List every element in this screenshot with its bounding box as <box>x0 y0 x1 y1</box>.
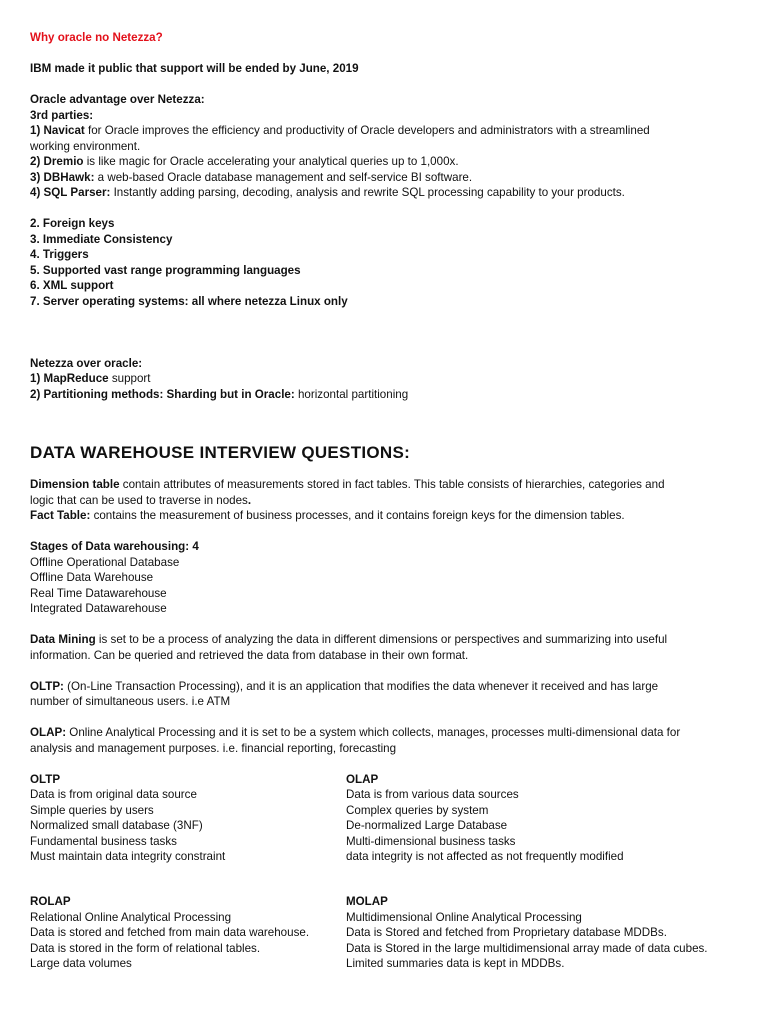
list-item: Multi-dimensional business tasks <box>346 834 516 848</box>
oltp-def: OLTP: (On-Line Transaction Processing), and it is an application that modifies the data whenever it received and has large <box>30 679 659 693</box>
list-item: 3) DBHawk: a web-based Oracle database management and self-service BI software. <box>30 170 473 184</box>
list-item: 2) Partitioning methods: Sharding but in Oracle: horizontal partitioning <box>30 387 409 401</box>
list-item: Offline Data Warehouse <box>30 571 154 584</box>
list-item: Integrated Datawarehouse <box>30 602 167 615</box>
list-item: Offline Operational Database <box>30 555 180 569</box>
rolap-column <box>30 894 346 972</box>
list-item: data integrity is not affected as not frequently modified <box>346 850 624 863</box>
column-heading: MOLAP <box>346 895 388 908</box>
list-item: 7. Server operating systems: all where netezza Linux only <box>30 294 348 308</box>
column-heading: OLAP <box>346 772 379 786</box>
oltp-olap-comparison <box>30 772 742 865</box>
list-item: 4. Triggers <box>30 248 89 261</box>
list-item: 2. Foreign keys <box>30 217 115 230</box>
list-item: Large data volumes <box>30 957 132 970</box>
list-item: 5. Supported vast range programming languages <box>30 263 301 277</box>
list-item: Fundamental business tasks <box>30 834 177 848</box>
list-item: Data is from original data source <box>30 788 197 801</box>
section-heading: DATA WAREHOUSE INTERVIEW QUESTIONS: <box>30 443 411 462</box>
oltp-def-cont: number of simultaneous users. i.e ATM <box>30 695 231 708</box>
list-item: 4) SQL Parser: Instantly adding parsing, decoding, analysis and rewrite SQL processing capability to your products. <box>30 186 625 199</box>
list-item-continuation: working environment. <box>30 139 141 153</box>
list-item: Data is Stored and fetched from Proprietary database MDDBs. <box>346 926 667 939</box>
list-item: 6. XML support <box>30 279 114 292</box>
olap-column <box>346 772 742 865</box>
list-item: Simple queries by users <box>30 803 154 817</box>
oltp-column <box>30 772 346 865</box>
olap-def: OLAP: Online Analytical Processing and it is set to be a system which collects, manages, processes multi-dimensional data for <box>30 726 681 739</box>
column-heading: ROLAP <box>30 895 71 908</box>
molap-column <box>346 894 742 972</box>
list-item: De-normalized Large Database <box>346 819 508 832</box>
list-item: Relational Online Analytical Processing <box>30 910 232 924</box>
list-item: Data is Stored in the large multidimensional array made of data cubes. <box>346 941 708 955</box>
olap-def-cont: analysis and management purposes. i.e. financial reporting, forecasting <box>30 741 397 755</box>
data-mining-def: Data Mining is set to be a process of analyzing the data in different dimensions or perspectives and summarizing into useful <box>30 633 668 646</box>
list-item: 1) Navicat for Oracle improves the efficiency and productivity of Oracle developers and administrators with a streamlined <box>30 124 650 137</box>
list-item: Limited summaries data is kept in MDDBs. <box>346 957 565 970</box>
dimension-table-def-cont: logic that can be used to traverse in nodes. <box>30 493 252 507</box>
list-item: Data is stored in the form of relational tables. <box>30 941 261 955</box>
page-title: Why oracle no Netezza? <box>30 31 163 44</box>
list-item: 1) MapReduce support <box>30 372 151 385</box>
list-item: Multidimensional Online Analytical Processing <box>346 910 582 924</box>
list-item: Complex queries by system <box>346 803 489 817</box>
list-item: Must maintain data integrity constraint <box>30 850 226 863</box>
list-item: Data is from various data sources <box>346 788 519 801</box>
dimension-table-def: Dimension table contain attributes of measurements stored in fact tables. This table consists of hierarchies, categories and <box>30 478 665 491</box>
list-item: Normalized small database (3NF) <box>30 819 203 832</box>
list-item: 3. Immediate Consistency <box>30 232 173 246</box>
document-page <box>30 30 742 972</box>
fact-table-def: Fact Table: contains the measurement of business processes, and it contains foreign keys for the dimension tables. <box>30 509 625 522</box>
third-parties-heading: 3rd parties: <box>30 108 94 122</box>
list-item: 2) Dremio is like magic for Oracle accelerating your analytical queries up to 1,000x. <box>30 155 459 168</box>
list-item: Data is stored and fetched from main data warehouse. <box>30 926 310 939</box>
data-mining-def-cont: information. Can be queried and retrieved the data from database in their own format. <box>30 648 469 662</box>
oracle-adv-heading: Oracle advantage over Netezza: <box>30 93 205 106</box>
rolap-molap-comparison <box>30 894 742 972</box>
list-item: Real Time Datawarehouse <box>30 586 167 600</box>
support-notice: IBM made it public that support will be ended by June, 2019 <box>30 62 359 75</box>
netezza-adv-heading: Netezza over oracle: <box>30 356 143 370</box>
column-heading: OLTP <box>30 772 61 786</box>
stages-heading: Stages of Data warehousing: 4 <box>30 540 199 553</box>
